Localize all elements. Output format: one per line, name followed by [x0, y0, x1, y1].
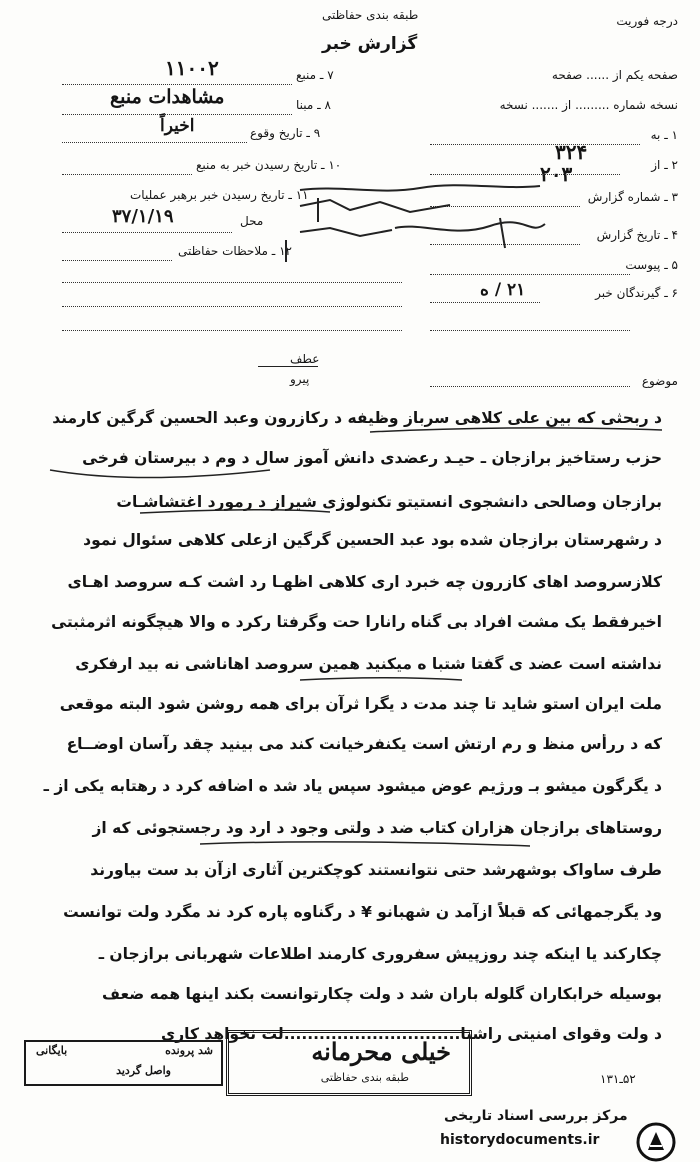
from-value-2: ۲۰۳ — [540, 162, 573, 186]
body-line: بوسیله خرابکاران گلوله باران شد د ولت چکارتوانست بکند اینها همه ضعف — [102, 985, 662, 1003]
ref-label: عطف — [290, 352, 320, 366]
side-number: ۵۲ـ۱۳۱ — [600, 1072, 636, 1086]
from-label: ۲ ـ از — [651, 158, 678, 172]
body-line: ود یگرجمهائی که قبلاً ازآمد ن شهبانو ¥ د رگناوه پاره کرد ند مگرد ولت توانست — [63, 903, 662, 921]
classification-label: طبقه بندی حفاظتی — [322, 8, 419, 22]
watermark-site-name: مرکز بررسی اسناد تاریخی — [444, 1108, 628, 1124]
body-line: که د ررأس منظ و رم ارتش است یکنفرخیانت کند می بینید چقد رآسان اوضــاع — [66, 735, 662, 753]
archive-stamp — [24, 1040, 223, 1086]
source-label: ۷ ـ منبع — [296, 68, 334, 82]
body-line: طرف ساواک بوشهرشد حتی نتوانستند کوچکترین آثاری ازآن بد ست بیاورند — [90, 861, 662, 879]
receipt-to-head-label: ۱۱ ـ تاریخ رسیدن خبر برهبر عملیات — [130, 188, 309, 202]
body-line: د ولت وقوای امنیتی راشنا..............................لت نخواهد کاری — [161, 1025, 662, 1043]
body-line: برازجان وصالحی دانشجوی انستیتو تکنولوژی شیراز د رمورد اغتشاشـات — [116, 493, 662, 511]
report-date-label: ۴ ـ تاریخ گزارش — [596, 228, 678, 242]
watermark-logo-icon — [636, 1122, 676, 1162]
body-line: اخیرفقط یک مشت افراد بی گناه رانارا حت وگرفتا رکرد ه والا هیچگونه اثرمثبتی — [51, 613, 662, 631]
event-date-value: اخیراً — [160, 116, 195, 136]
stamp-main-text: خیلی محرمانه — [311, 1037, 451, 1066]
receipt-to-source-label: ۱۰ ـ تاریخ رسیدن خبر به منبع — [196, 158, 342, 172]
body-line: نداشته است عضد ی گفتا شتبا ه میکنید همین سروصد اهاناشی نه بید ارفکری — [75, 655, 662, 673]
recipients-value: ۲۱ / ه — [480, 280, 526, 300]
subject-label: موضوع — [641, 374, 678, 388]
copy-number-field: نسخه شماره ......... از ....... نسخه — [499, 98, 678, 112]
page-title: گزارش خبر — [322, 34, 418, 54]
notes-label: ۱۲ ـ ملاحظات حفاظتی — [178, 244, 292, 258]
event-date-label: ۹ ـ تاریخ وقوع — [250, 126, 321, 140]
place-label: محل — [240, 214, 264, 228]
body-line: چکارکند یا اینکه چند روزپیش سفروری کارمند اطلاعات شهربانی برازجان ـ — [98, 945, 662, 963]
body-line: د ربحثی که بین علی کلاهی سرباز وظیفه د رکازرون وعبد الحسین گرگین کارمند — [52, 409, 662, 427]
watermark-site-url: historydocuments.ir — [440, 1132, 600, 1148]
source-value: ۱۱۰۰۲ — [165, 56, 219, 80]
body-line: د یگرگون میشو بـ ورژیم عوض میشود سپس یاد شد ه اضافه کرد د رهتابه یکی از ـ — [43, 777, 662, 795]
stamp-line-1: شد پرونده — [165, 1044, 213, 1057]
body-line: ملت ایران استو شاید تا چند مدت د یگرا ثرآن برای همه روشن شود البته موقعی — [59, 695, 662, 713]
attachments-label: ۵ ـ پیوست — [625, 258, 678, 272]
place-value: ۳۷/۱/۱۹ — [112, 206, 174, 227]
stamp-sub-text: طبقه بندی حفاظتی — [320, 1071, 409, 1084]
priority-label: درجه فوریت — [616, 14, 678, 28]
stamp-line-3: واصل گردید — [116, 1064, 171, 1077]
body-line: روستاهای برازجان هزاران کتاب ضد د ولتی وجود د ارد ود رجستجوئی که از — [92, 819, 662, 837]
basis-label: ۸ ـ مبنا — [296, 98, 331, 112]
classification-stamp — [226, 1030, 472, 1096]
body-line: حزب رستاخیز برازجان ـ حیـد رعضدی دانش آموز سال د وم د بیرستان فرخی — [82, 449, 662, 467]
from-value: ۳۲۴ — [555, 140, 588, 164]
stamp-line-2: بایگانی — [36, 1044, 68, 1057]
recipients-label: ۶ ـ گیرندگان خبر — [595, 286, 678, 300]
report-number-label: ۳ ـ شماره گزارش — [587, 190, 678, 204]
basis-value: مشاهدات منبع — [110, 86, 225, 108]
follow-label: پیرو — [290, 372, 310, 386]
to-label: ۱ ـ به — [650, 128, 678, 142]
page-of-field: صفحه یکم از ...... صفحه — [551, 68, 678, 82]
body-line: کلازسروصد اهای کازرون چه خبرد اری کلاهی اظهـا رد اشت کـه سروصد اهـای — [67, 573, 662, 591]
body-line: د رشهرستان برازجان شده بود عبد الحسین گرگین ازعلی کلاهی سئوال نمود — [83, 531, 662, 549]
